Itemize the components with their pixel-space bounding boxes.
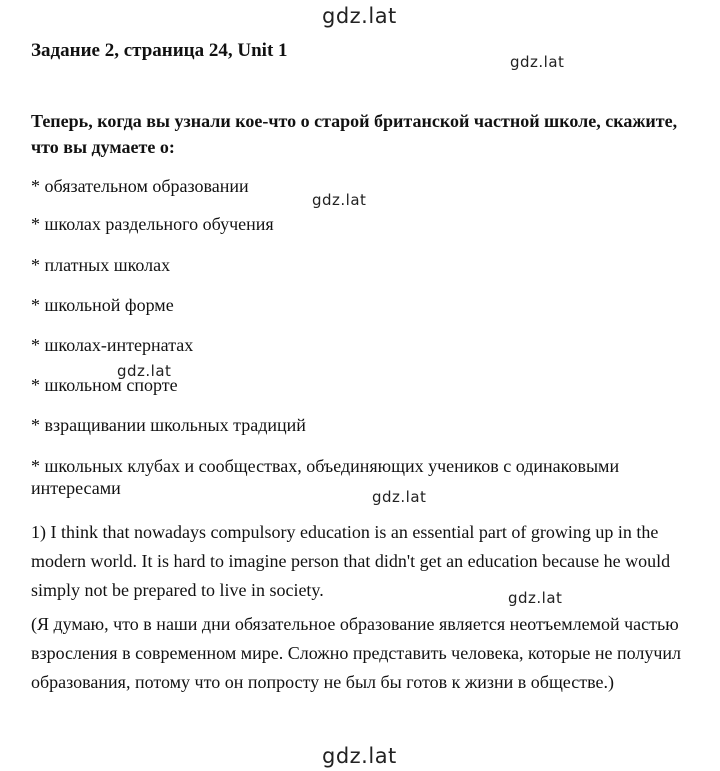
watermark: gdz.lat bbox=[312, 191, 367, 209]
list-item: * школьных клубах и сообществах, объединяющих учеников с одинаковыми интересами bbox=[31, 456, 620, 498]
watermark: gdz.lat bbox=[372, 488, 427, 506]
list-item: * обязательном образовании bbox=[31, 176, 249, 196]
watermark: gdz.lat bbox=[510, 53, 565, 71]
answer-paragraph: 1) I think that nowadays compulsory education is an essential part of growing up in the modern world. It is hard to imagine person that didn't get an education because he would simply not be prepared to live in society. bbox=[31, 522, 671, 600]
list-item: * платных школах bbox=[31, 255, 171, 275]
list-item: * школьном спорте bbox=[31, 375, 178, 395]
translation-paragraph: (Я думаю, что в наши дни обязательное образование является неотъемлемой частью взросления в современном мире. Сложно представить человека, которые не получил образования, потому что он попросту не был бы готов к жизни в обществе.) bbox=[31, 614, 682, 692]
watermark: gdz.lat bbox=[117, 362, 172, 380]
list-item: * школах-интернатах bbox=[31, 335, 194, 355]
page-title: Задание 2, страница 24, Unit 1 bbox=[31, 40, 288, 61]
question-text: Теперь, когда вы узнали кое-что о старой британской частной школе, скажите, что вы думаете о: bbox=[31, 111, 678, 157]
watermark: gdz.lat bbox=[508, 589, 563, 607]
list-item: * взращивании школьных традиций bbox=[31, 415, 306, 435]
list-item: * школах раздельного обучения bbox=[31, 214, 274, 234]
list-item: * школьной форме bbox=[31, 295, 174, 315]
watermark: gdz.lat bbox=[322, 744, 397, 768]
watermark: gdz.lat bbox=[322, 4, 397, 28]
